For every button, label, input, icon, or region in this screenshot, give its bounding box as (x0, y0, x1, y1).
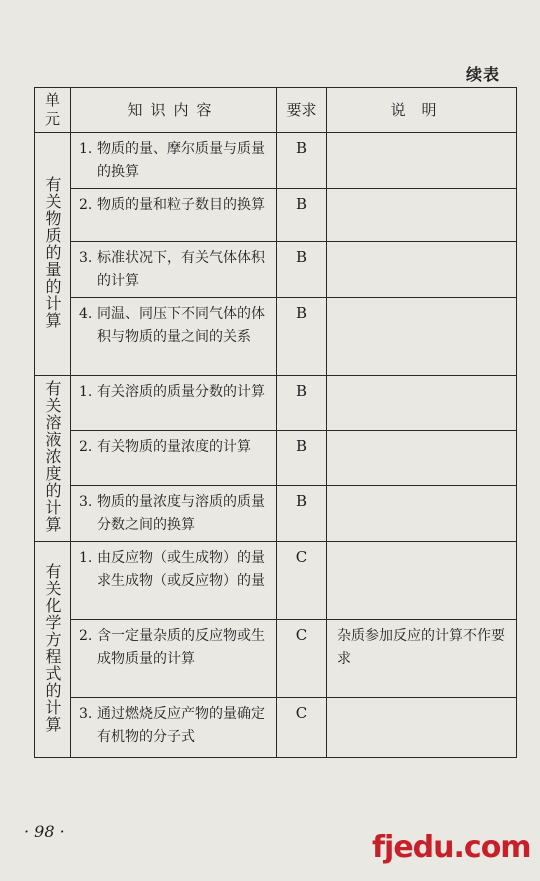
knowledge-cell: 1. 有关溶质的质量分数的计算 (71, 376, 277, 431)
requirement-cell: B (277, 133, 327, 189)
knowledge-cell: 1. 由反应物（或生成物）的量求生成物（或反应物）的量 (71, 542, 277, 620)
knowledge-cell: 1. 物质的量、摩尔质量与质量的换算 (71, 133, 277, 189)
requirement-cell: C (277, 620, 327, 698)
header-requirement: 要求 (277, 88, 327, 133)
knowledge-cell: 2. 有关物质的量浓度的计算 (71, 431, 277, 486)
continued-label: 续表 (465, 65, 500, 84)
note-cell (327, 542, 517, 620)
unit-cell: 有关物质的量的计算 (35, 133, 71, 376)
requirements-table (34, 87, 517, 758)
header-note: 说明 (327, 88, 517, 133)
requirement-cell: B (277, 431, 327, 486)
requirement-cell: B (277, 298, 327, 376)
header-unit: 单元 (35, 88, 71, 133)
table-header-row (35, 88, 517, 133)
header-knowledge: 知识内容 (71, 88, 277, 133)
knowledge-cell: 3. 通过燃烧反应产物的量确定有机物的分子式 (71, 698, 277, 758)
note-cell (327, 242, 517, 298)
knowledge-cell: 3. 标准状况下，有关气体体积的计算 (71, 242, 277, 298)
table-row (35, 298, 517, 376)
note-cell (327, 431, 517, 486)
table-row (35, 189, 517, 242)
table-row (35, 486, 517, 542)
table-row (35, 133, 517, 189)
table-row (35, 542, 517, 620)
knowledge-cell: 4. 同温、同压下不同气体的体积与物质的量之间的关系 (71, 298, 277, 376)
note-cell (327, 189, 517, 242)
requirement-cell: C (277, 698, 327, 758)
table-row (35, 620, 517, 698)
note-cell: 杂质参加反应的计算不作要求 (327, 620, 517, 698)
knowledge-cell: 2. 含一定量杂质的反应物或生成物质量的计算 (71, 620, 277, 698)
requirement-cell: B (277, 376, 327, 431)
unit-cell: 有关化学方程式的计算 (35, 542, 71, 758)
requirement-cell: B (277, 189, 327, 242)
knowledge-cell: 2. 物质的量和粒子数目的换算 (71, 189, 277, 242)
watermark-logo: fjedu.com (372, 830, 531, 865)
table-row (35, 242, 517, 298)
table-row (35, 431, 517, 486)
unit-cell: 有关溶液浓度的计算 (35, 376, 71, 542)
requirement-cell: C (277, 542, 327, 620)
requirement-cell: B (277, 486, 327, 542)
note-cell (327, 298, 517, 376)
note-cell (327, 486, 517, 542)
note-cell (327, 376, 517, 431)
requirement-cell: B (277, 242, 327, 298)
page-number: · 98 · (24, 822, 65, 841)
table-row (35, 698, 517, 758)
table-row (35, 376, 517, 431)
note-cell (327, 133, 517, 189)
note-cell (327, 698, 517, 758)
knowledge-cell: 3. 物质的量浓度与溶质的质量分数之间的换算 (71, 486, 277, 542)
